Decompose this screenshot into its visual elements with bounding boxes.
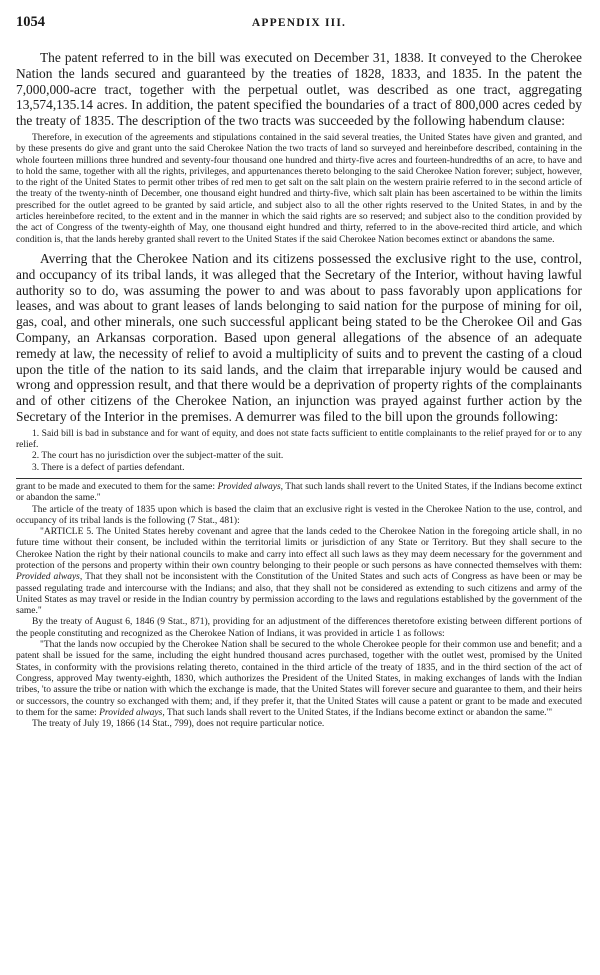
demurrer-ground-item: 1. Said bill is bad in substance and for want of equity, and does not state facts sufficient to entitle complainants to the relief prayed for or to any relief. [16,428,582,451]
demurrer-ground-item: 2. The court has no jurisdiction over the subject-matter of the suit. [32,451,284,462]
footnote-italic-text: Provided always, [99,707,165,718]
body-paragraph-patent: The patent referred to in the bill was executed on December 31, 1838. It conveyed to the Cherokee Nation the lands secured and guaranteed by the treaties of 1828, 1833, and 1835. In the patent the 7,000,000-acre tract, together with the perpetual outlet, was described as one tract, aggregating 13,574,135.14 acres. In addition, the patent specified the boundaries of a tract of 800,000 acres ceded by the treaty of 1835. The description of the two tracts was succeeded by the following habendum clause: [16,50,582,129]
page-header [16,14,582,36]
page-number: 1054 [16,14,45,30]
footnote-text: grant to be made and executed to them for the same: [16,481,218,492]
body-paragraph-averring: Averring that the Cherokee Nation and its citizens possessed the exclusive right to the use, control, and occupancy of its tribal lands, it was alleged that the Secretary of the Interior, without having lawful authority so to do, was assuming the power to and was about to pass favorably upon applications for leases, and was about to grant leases of lands belonging to said nation for the purpose of mining for oil, gas, coal, and other minerals, one such successful applicant being stated to be the Cherokee Oil and Gas Company, an Arkansas corporation. Based upon general allegations of the absence of an adequate remedy at law, the necessity of relief to avoid a multiplicity of suits and to prevent the casting of a cloud upon the title of the nation to its said lands, and the claim that irreparable injury would be caused and wrong and oppression result, and that there would be a deprivation of property rights of the complainants and of other citizens of the Cherokee Nation, an injunction was prayed against further action by the Secretary of the Interior in the premises. A demurrer was filed to the bill upon the grounds following: [16,250,582,424]
footnote-section [16,482,582,731]
footnote-text: That such lands shall revert to the United States, if the Indians become extinct or abandon the same." [16,481,582,504]
footnote-treaty-1866: The treaty of July 19, 1866 (14 Stat., 799), does not require particular notice. [32,719,325,730]
footnote-continuation [16,482,582,505]
footnote-treaty-1846-quote [16,640,582,719]
footnote-text: "That the lands now occupied by the Cherokee Nation shall be secured to the whole Cherokee people for their common use and benefit; and a patent shall be issued for the same, including the eight hundred thousand acres purchased, together with the outlet west, promised by the United States, in conformity with the provisions relating thereto, contained in the third article of the treaty of 1835, and in the third section of the act of Congress, approved May twenty-eighth, 1830, which authorizes the President of the United States, in making exchanges of lands with the Indian tribes, 'to assure the tribe or nation with which the exchange is made, that the United States will forever secure and guarantee to them, and their heirs or successors, the country so exchanged with them; and, if they prefer it, that the United States will cause a patent or grant to be made and executed to them for the same: [16,640,582,718]
demurrer-ground-item: 3. There is a defect of parties defendant. [32,462,185,473]
demurrer-grounds-list [16,429,582,474]
running-head: APPENDIX III. [251,17,347,29]
footnote-italic-text: Provided always, [16,572,83,583]
footnote-text: That such lands shall revert to the United States, if the Indians become extinct or abandon the same.'" [164,707,553,718]
footnote-text: That they shall not be inconsistent with the Constitution of the United States and such acts of Congress as have been or may be passed regulating trade and intercourse with the Indians; and also, that they shall not be considered as extending to such citizens and army of the United States as may travel or reside in the Indian country by permission according to the laws and regulations established by the government of the same." [16,572,582,617]
footnote-article5-quote [16,527,582,617]
habendum-clause-quote [16,133,582,246]
footnote-italic-text: Provided always, [217,481,284,492]
habendum-clause-text: Therefore, in execution of the agreements and stipulations contained in the said several treaties, the United States have given and granted, and by these presents do give and grant unto the said Cherokee Nation the two tracts of land so surveyed and hereinbefore described, containing in the whole fourteen millions three hundred and seventy-four thousand one hundred and thirty-five acres and fourteen-hundredths of an acre, to have and to hold the same, together with all the rights, privileges, and appurtenances thereto belonging to the said Cherokee Nation forever; subject, however, to the right of the United States to permit other tribes of red men to get salt on the salt plain on the western prairie referred to in the second article of the treaty of the twenty-ninth of December, one thousand eight hundred and thirty-five, which salt plain has been ascertained to be within the limits prescribed for the outlet agreed to be granted by said article, and subject also to all the other rights reserved to the United States, in and by the articles hereinbefore recited, to the extent and in the manner in which the said rights are so reserved; and subject also to the condition provided by the act of Congress of the twenty-eighth of May, one thousand eight hundred and thirty, referred to in the above-recited third article, and which condition is, that the lands hereby granted shall revert to the United States if the said Cherokee Nation becomes extinct or abandons the same. [16,132,582,245]
footnote-treaty-1846: By the treaty of August 6, 1846 (9 Stat., 871), providing for an adjustment of the differences theretofore existing between different portions of the people constituting and recognized as the Cherokee Nation of Indians, it was provided in article 1 as follows: [16,617,582,639]
footnote-text: "ARTICLE 5. The United States hereby covenant and agree that the lands ceded to the Cherokee Nation in the foregoing article shall, in no future time without their consent, be included within the territorial limits or jurisdiction of any State or Territory. But they shall secure to the Cherokee Nation the right by their national councils to make and carry into effect all such laws as they may deem necessary for the government and protection of the persons and property within their own country belonging to their people or such persons as have connected themselves with them: [16,527,582,571]
footnote-article-intro: The article of the treaty of 1835 upon which is based the claim that an exclusive right is vested in the Cherokee Nation to the use, control, and occupancy of its tribal lands is the following (7 Stat., 481): [16,504,582,526]
footnote-divider [16,478,582,479]
